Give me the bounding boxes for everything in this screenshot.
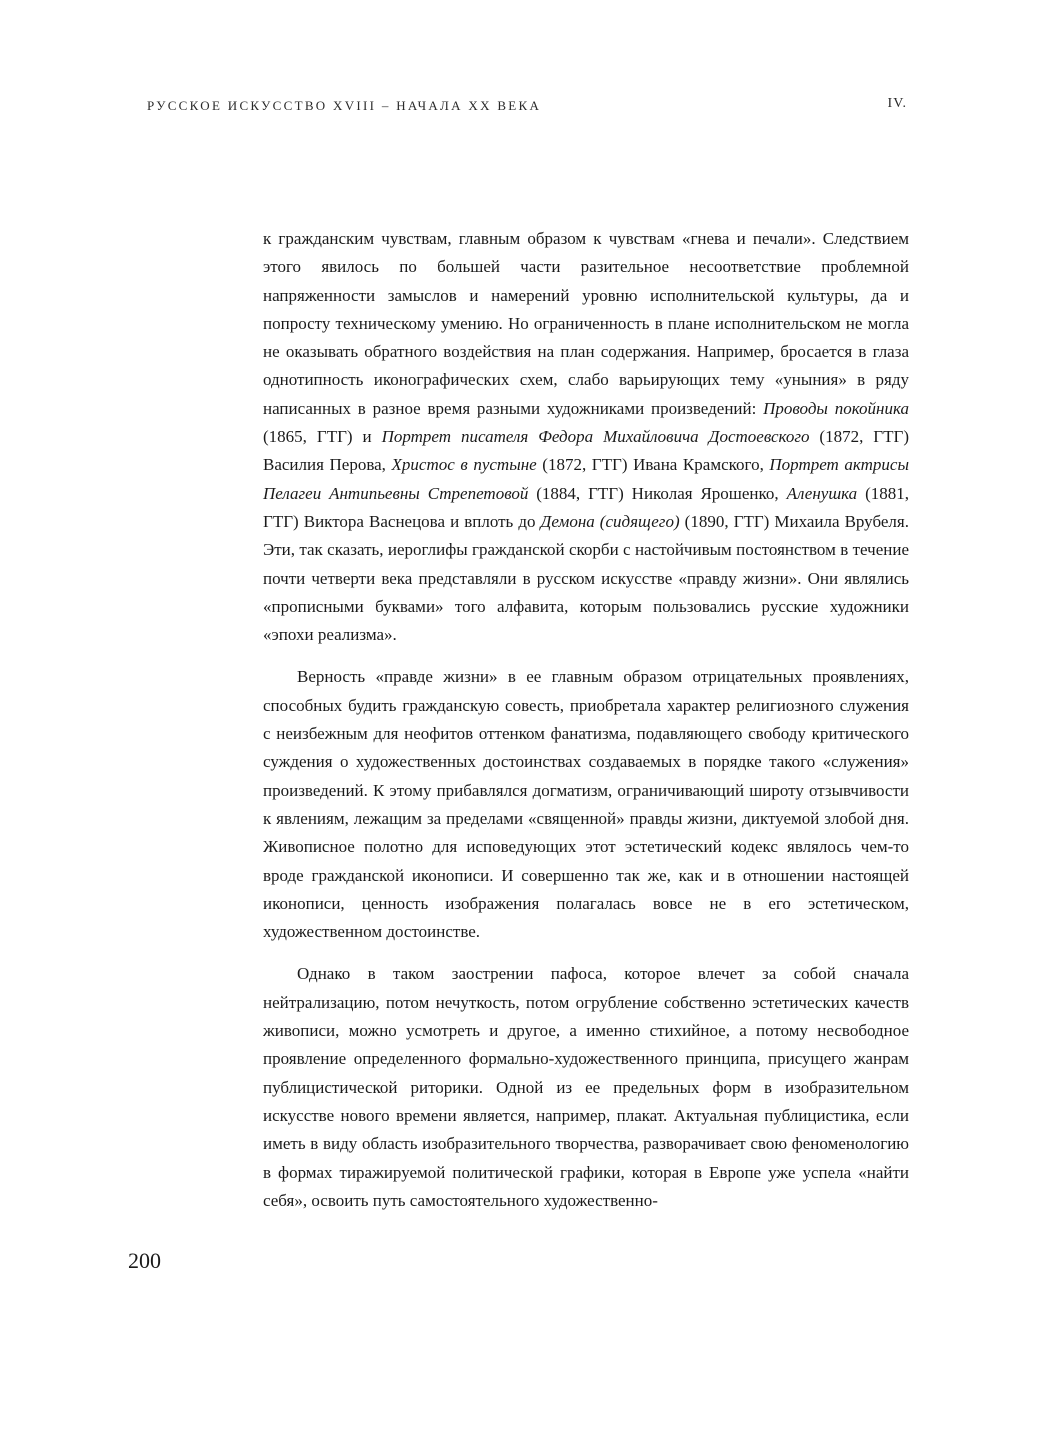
- body-text: [263, 225, 909, 1215]
- artwork-title-provody-pokoinika: Проводы покойника: [763, 398, 909, 418]
- artwork-title-khristos-v-pustyne: Христос в пустыне: [391, 455, 537, 475]
- running-header-title: РУССКОЕ ИСКУССТВО XVIII – НАЧАЛА XX ВЕКА: [147, 98, 542, 113]
- artwork-title-portret-dostoevskogo: Портрет писателя Федора Михайловича Достоевского: [381, 427, 810, 447]
- paragraph-1-text-1: к гражданским чувствам, главным образом к чувствам «гнева и печали». Следствием этого явилось по большей части разительное несоответствие проблемной напряженности замыслов и намерений уровню исполнительской культуры, да и попросту техническому умению. Но ограниченность в плане исполнительском не могла не оказывать обратного воздействия на план содержания. Например, бросается в глаза однотипность иконографических схем, слабо варьирующих тему «уныния» в ряду написанных в разное время разными художниками произведений:: [263, 229, 909, 418]
- paragraph-2: Верность «правде жизни» в ее главным образом отрицательных проявлениях, способных будить гражданскую совесть, приобретала характер религиозного служения с неизбежным для неофитов оттенком фанатизма, подавляющего свободу критического суждения о художественных достоинствах создаваемых в порядке такого «служения» произведений. К этому прибавлялся догматизм, ограничивающий широту отзывчивости к явлениям, лежащим за пределами «священной» правды жизни, диктуемой злобой дня. Живописное полотно для исповедующих этот эстетический кодекс являлось чем-то вроде гражданской иконописи. И совершенно так же, как и в отношении настоящей иконописи, ценность изображения полагалась вовсе не в его эстетическом, художественном достоинстве.: [263, 667, 909, 942]
- paragraph-1-text-5: (1884, ГТГ) Николая Ярошенко,: [528, 483, 787, 503]
- paragraph-1-text-6: (1881, ГТГ) Виктора Васнецова и вплоть до: [263, 483, 909, 531]
- paragraph-1-text-4: (1872, ГТГ) Ивана Крамского,: [536, 455, 770, 475]
- paragraph-1-text-7: (1890, ГТГ) Михаила Врубеля. Эти, так сказать, иероглифы гражданской скорби с настойчивым постоянством в течение почти четверти века представляли в русском искусстве «правду жизни». Они являлись «прописными буквами» того алфавита, которым пользовались русские художники «эпохи реализма».: [263, 511, 909, 645]
- paragraph-3: Однако в таком заострении пафоса, которое влечет за собой сначала нейтрализацию, потом нечуткость, потом огрубление собственно эстетических качеств живописи, можно усмотреть и другое, а именно стихийное, а потому несвободное проявление определенного формально-художественного принципа, присущего жанрам публицистической риторики. Одной из ее предельных форм в изобразительном искусстве нового времени является, например, плакат. Актуальная публицистика, если иметь в виду область изобразительного творчества, разворачивает свою феноменологию в формах тиражируемой политической графики, которая в Европе уже успела «найти себя», освоить путь самостоятельного художественно-: [263, 964, 909, 1210]
- page-number: 200: [128, 1248, 161, 1273]
- running-header: [147, 98, 907, 122]
- paragraph-1: [263, 225, 909, 649]
- running-header-section-number: IV.: [887, 96, 907, 111]
- artwork-title-demon-sidyashchii: Демона (сидящего): [540, 511, 680, 531]
- artwork-title-alenushka: Аленушка: [786, 483, 858, 503]
- paragraph-1-text-2: (1865, ГТГ) и: [263, 427, 382, 447]
- artwork-title-portret-strepetovoi: Портрет актрисы Пелагеи Антипьевны Стрепетовой: [263, 455, 909, 503]
- paragraph-1-text-3: (1872, ГТГ) Василия Перова,: [263, 427, 909, 475]
